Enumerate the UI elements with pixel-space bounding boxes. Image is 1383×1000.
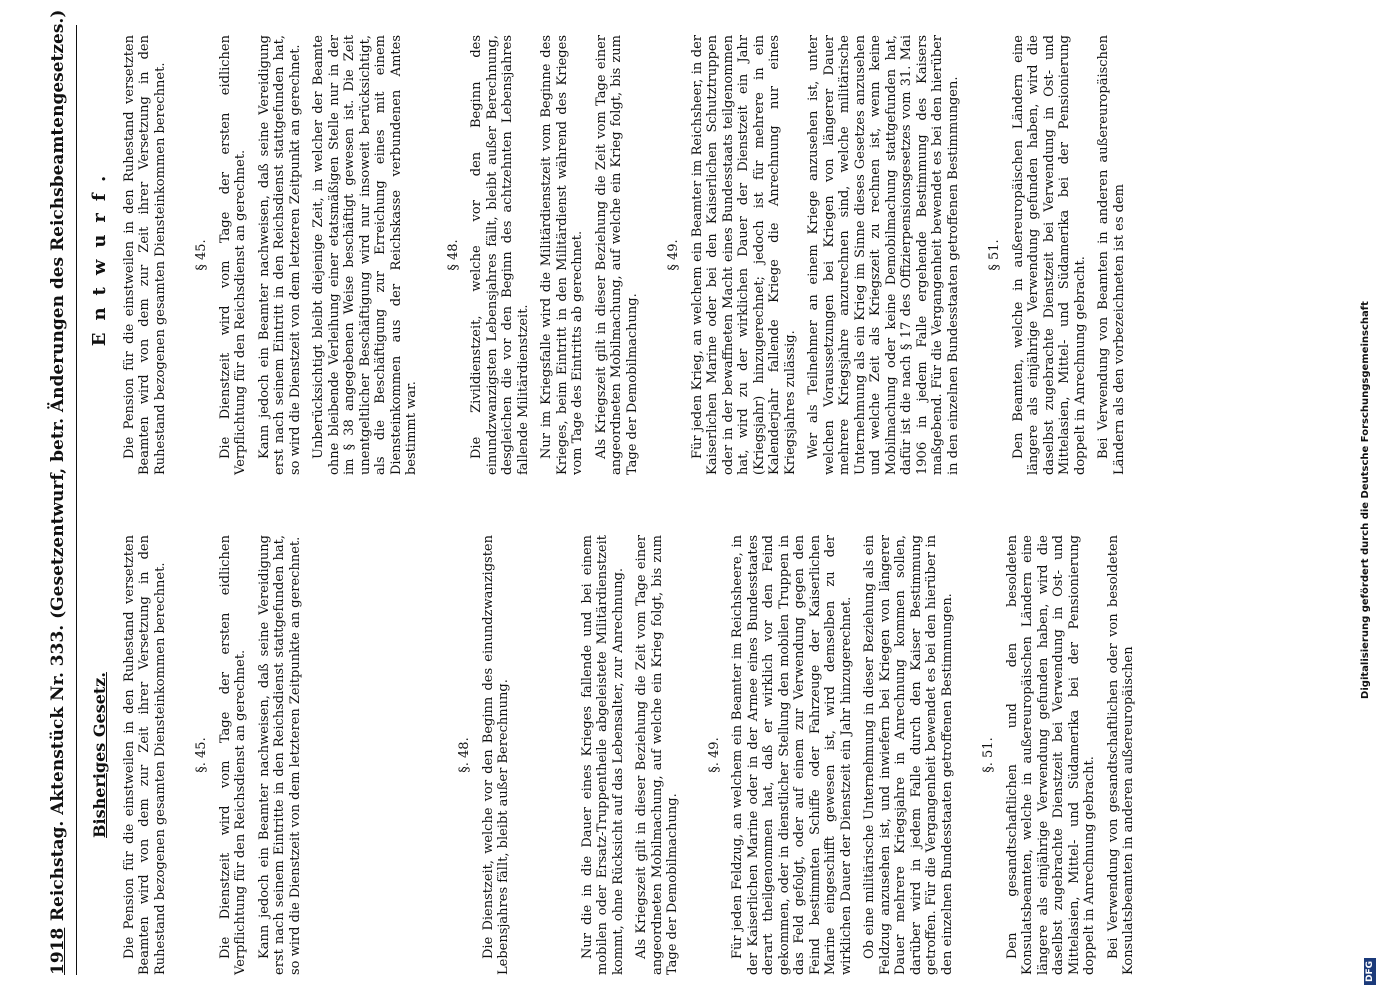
paragraph: Die Dienstzeit wird vom Tage der ersten eidlichen Verpflichtung für den Reichsdienst an gerechnet. bbox=[217, 535, 248, 975]
paragraph: Die Zivildienstzeit, welche vor den Beginn des einundzwanzigsten Lebensjahres fällt, bleibt außer Berechnung, desgleichen die vor den Beginn des achtzehnten Lebensjahres fallende Militärdienstzeit. bbox=[469, 35, 531, 475]
dfg-logo: DFG bbox=[1364, 958, 1376, 985]
paragraph: Wer als Teilnehmer an einem Kriege anzusehen ist, unter welchen Voraussetzungen bei Kriegen von längerer Dauer mehrere Kriegsjahre anzurechnen sind, welche militärische Unternehmung als ein Krieg im Sinne dieses Gesetzes anzusehen und welche Zeit als Kriegszeit zu rechnen ist, wenn keine Mobilmachung oder keine Demobilmachung stattgefunden hat, dafür ist die nach § 17 des Offizierpensionsgesetzes vom 31. Mai 1906 in jedem Falle ergehende Bestimmung des Kaisers maßgebend. Für die Vergangenheit bewendet es bei den hierüber in den einzelnen Bundesstaaten getroffenen Bestimmungen. bbox=[806, 35, 961, 475]
paragraph: Die Dienstzeit, welche vor den Beginn des einundzwanzigsten Lebensjahres fällt, bleibt außer Berechnung. bbox=[480, 535, 511, 975]
header-rule bbox=[76, 25, 77, 975]
spacer bbox=[311, 535, 431, 975]
paragraph: Den gesandtschaftlichen und den besoldeten Konsulatsbeamten, welche in außereuropäischen Ländern eine längere als einjährige Verwendung gefunden haben, wird die daselbst zugebrachte Dienstzeit bei Verwendung in Ost- und Mittelasien, Mittel- und Südamerika bei der Pensionierung doppelt in Anrechnung gebracht. bbox=[1004, 535, 1097, 975]
paragraph: Für jeden Feldzug, an welchem ein Beamter im Reichsheere, in der Kaiserlichen Marine oder in der Armee eines Bundesstaates derart theilgenommen hat, daß er wirklich vor den Feind gekommen, oder in dienstlicher Stellung den mobilen Truppen in das Feld gefolgt, oder auf einem zur Verwendung gegen den Feind bestimmten Schiffe oder Fahrzeuge der Kaiserlichen Marine eingeschifft gewesen ist, wird demselben zu der wirklichen Dauer der Dienstzeit ein Jahr hinzugerechnet. bbox=[730, 535, 854, 975]
paragraph: Nur die in die Dauer eines Krieges fallende und bei einem mobilen oder Ersatz-Truppentheile abgeleistete Militärdienstzeit kommt, ohne Rücksicht auf das Lebensalter, zur Anrechnung. bbox=[579, 535, 626, 975]
paragraph: Den Beamten, welche in außereuropäischen Ländern eine längere als einjährige Verwendung gefunden haben, wird die daselbst zugebrachte Dienstzeit bei Verwendung in Ost- und Mittelasien, Mittel- und Südamerika bei der Pensionierung doppelt in Anrechnung gebracht. bbox=[1010, 35, 1088, 475]
column-title-draft: Entwurf. bbox=[89, 163, 110, 347]
section-heading: § 49. bbox=[666, 239, 681, 271]
paragraph: Die Pension für die einstweilen in den Ruhestand versetzten Beamten wird von dem zur Zeit ihrer Versetzung in den Ruhestand bezogenen gesamten Diensteinkommen berechnet. bbox=[121, 535, 168, 975]
paragraph: Als Kriegszeit gilt in dieser Beziehung die Zeit vom Tage einer angeordneten Mobilmachung, auf welche ein Krieg folgt, bis zum Tage der Demobilmachung. bbox=[634, 535, 680, 975]
paragraph: Kann jedoch ein Beamter nachweisen, daß seine Vereidigung erst nach seinem Eintritt in den Reichsdienst stattgefunden hat, so wird die Dienstzeit von dem letzteren Zeitpunkt an gerechnet. bbox=[256, 35, 303, 475]
paragraph: Bei Verwendung von gesandtschaftlichen oder von besoldeten Konsulatsbeamten in anderen außereuropäischen bbox=[1105, 535, 1136, 975]
paragraph: Als Kriegszeit gilt in dieser Beziehung die Zeit vom Tage einer angeordneten Mobilmachung, auf welche ein Krieg folgt, bis zum Tage der Demobilmachung. bbox=[593, 35, 640, 475]
paragraph: Für jeden Krieg, an welchem ein Beamter im Reichsheer, in der Kaiserlichen Marine oder bei den Kaiserlichen Schutztruppen oder in der bewaffneten Macht eines Bundesstaats teilgenommen hat, wird zu der wirklichen Dauer der Dienstzeit ein Jahr (Kriegsjahr) hinzugerechnet; jedoch ist für mehrere in ein Kalenderjahr fallende Kriege die Anrechnung nur eines Kriegsjahres zulässig. bbox=[689, 35, 798, 475]
digitization-credit: Digitalisierung gefördert durch die Deutsche Forschungsgemeinschaft bbox=[1360, 301, 1371, 699]
section-heading: §. 49. bbox=[706, 737, 722, 773]
section-heading: § 45. bbox=[194, 239, 209, 271]
spacer bbox=[520, 535, 580, 975]
page-header bbox=[48, 9, 70, 975]
column-title-old: Bisheriges Gesetz. bbox=[90, 672, 109, 838]
column-draft bbox=[89, 35, 1135, 475]
section-heading: §. 45. bbox=[194, 737, 209, 773]
paragraph: Bei Verwendung von Beamten in anderen außereuropäischen Ländern als den vorbezeichneten ist es dem bbox=[1096, 35, 1127, 475]
page-header-title: Reichstag. Aktenstück Nr. 333. (Gesetzentwurf, betr. Änderungen des Reichsbeamtengesetzes.) bbox=[48, 9, 68, 922]
paragraph: Ob eine militärische Unternehmung in dieser Beziehung als ein Feldzug anzusehen ist, und inwiefern bei Kriegen von längerer Dauer mehrere Kriegsjahre in Anrechnung kommen sollen, darüber wird in jedem Falle durch den Kaiser Bestimmung getroffen. Für die Vergangenheit bewendet es bei den hierüber in den einzelnen Bundesstaaten getroffenen Bestimmungen. bbox=[862, 535, 955, 975]
paragraph: Kann jedoch ein Beamter nachweisen, daß seine Vereidigung erst nach seinem Eintritte in den Reichsdienst stattgefunden hat, so wird die Dienstzeit von dem letzteren Zeitpunkte an gerechnet. bbox=[256, 535, 303, 975]
column-old-law bbox=[92, 535, 1145, 975]
paragraph: Die Dienstzeit wird vom Tage der ersten eidlichen Verpflichtung für den Reichsdienst an gerechnet. bbox=[217, 35, 248, 475]
section-heading: § 48. bbox=[445, 239, 461, 271]
paragraph: Unberücksichtigt bleibt diejenige Zeit, in welcher der Beamte ohne bleibende Verleihung einer etatsmäßigen Stelle nur in der im § 38 angegebenen Weise beschäftigt gewesen ist. Die Zeit unentgeltlicher Beschäftigung wird nur insoweit berücksichtigt, als die Beschäftigung zur Erreichung eines mit einem Diensteinkommen aus der Reichskasse verbundenen Amtes bestimmt war. bbox=[311, 35, 419, 475]
page-year: 1918 bbox=[48, 927, 68, 975]
section-heading: § 51. bbox=[987, 239, 1002, 271]
section-heading: §. 48. bbox=[457, 737, 472, 773]
paragraph: Nur im Kriegsfalle wird die Militärdienstzeit vom Beginne des Krieges, beim Eintritt in den Militärdienst während des Krieges vom Tage des Eintritts ab gerechnet. bbox=[539, 35, 585, 475]
paragraph: Die Pension für die einstweilen in den Ruhestand versetzten Beamten wird von dem zur Zeit ihrer Versetzung in den Ruhestand bezogenen gesamten Diensteinkommen berechnet. bbox=[121, 35, 168, 475]
section-heading: §. 51. bbox=[981, 737, 996, 773]
